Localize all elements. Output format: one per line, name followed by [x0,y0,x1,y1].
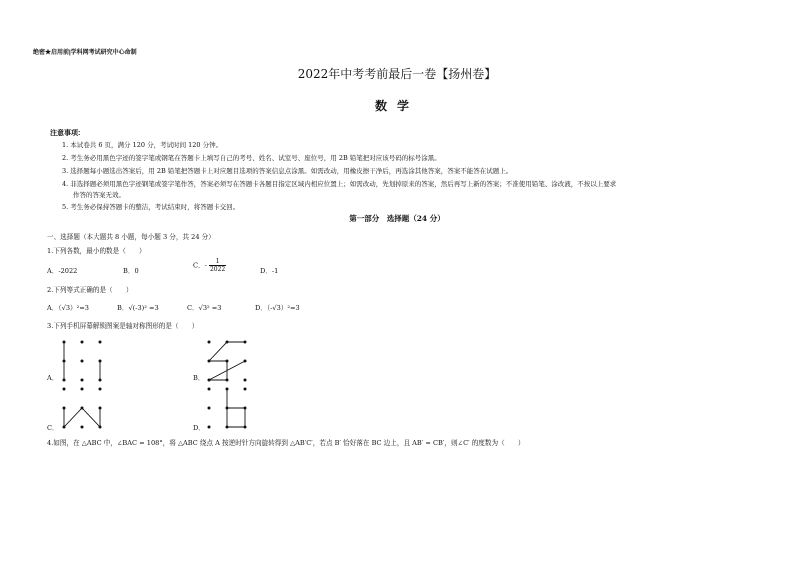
question-3-option-c: C． [47,424,59,432]
grid-dot [244,388,247,391]
grid-dot [63,360,66,363]
grid-dot [99,426,102,429]
grid-dot [226,388,229,391]
grid-dot [99,360,102,363]
unlock-pattern-d [203,385,255,433]
grid-dot [63,426,66,429]
grid-dot [208,407,211,410]
question-1-option-c [193,258,226,273]
confidential-label: 绝密★启用前|学科网考试研究中心命制 [33,50,137,56]
part-one-title: 第一部分 选择题（24 分） [349,214,445,223]
question-2-option-c: C．√3² =3 [187,304,222,312]
fraction [209,258,226,273]
grid-dot [81,379,84,382]
grid-dot [244,379,247,382]
exam-title: 2022年中考考前最后一卷【扬州卷】 [297,67,497,81]
grid-dot [63,407,66,410]
fraction-numerator: 1 [209,258,226,266]
grid-dot [226,407,229,410]
grid-dot [208,341,211,344]
grid-dot [81,407,84,410]
unlock-pattern-a [58,338,110,386]
grid-dot [208,379,211,382]
unlock-pattern-b [203,338,255,386]
grid-dot [226,341,229,344]
grid-dot [208,426,211,429]
grid-dot [244,341,247,344]
question-3-option-a: A． [47,374,59,382]
fraction-denominator: 2022 [209,266,226,273]
grid-dot [63,341,66,344]
grid-dot [244,407,247,410]
grid-dot [226,426,229,429]
notice-item: 4. 非选择题必须用黑色字迹钢笔或签字笔作答，答案必须写在答题卡各题目指定区域内相应位置上；如需改动，先划掉原来的答案，然后再写上新的答案；不准使用铅笔、涂改液，不按以上要求 [62,180,617,188]
unlock-pattern-c [58,385,110,433]
question-1-option-b: B．0 [123,267,139,275]
question-3-stem: 3.下列手机屏幕解锁图案是轴对称图形的是（ ） [47,322,199,330]
notice-item: 3. 选择题每小题选出答案后，用 2B 铅笔把答题卡上对应题目选项的答案信息点涂黑。如需改动，用橡皮擦干净后，再选涂其他答案，答案不能答在试题上。 [62,167,513,175]
grid-dot [208,360,211,363]
question-2-option-b: B．√(-3)² =3 [117,304,159,312]
section-intro: 一、选择题（本大题共 8 小题，每小题 3 分，共 24 分） [47,233,215,241]
notice-item: 2. 考生务必用黑色字迹的签字笔或钢笔在答题卡上填写自己的考号、姓名、试室号、座位号，用 2B 铅笔把对应该号码的标号涂黑。 [62,154,441,162]
question-4-stem: 4.如图，在 △ABC 中，∠BAC = 108°，将 △ABC 绕点 A 按逆时针方向旋转得到 △AB′C′，若点 B′ 恰好落在 BC 边上，且 AB′ = CB′，则∠C′ 的度数为（ ） [47,439,525,447]
question-1-option-d: D．-1 [260,267,279,275]
grid-dot [99,388,102,391]
option-c-prefix: C．- [193,261,207,270]
grid-dot [226,379,229,382]
grid-dot [226,360,229,363]
notice-item-continued: 作答的答案无效。 [73,191,125,199]
grid-dot [63,388,66,391]
question-2-stem: 2.下列等式正确的是（ ） [47,286,133,294]
question-1-stem: 1.下列各数，最小的数是（ ） [47,247,146,255]
subject-title: 数学 [374,99,419,113]
question-2-option-d: D．（-√3）²=3 [255,304,300,312]
grid-dot [244,360,247,363]
grid-dot [81,388,84,391]
pattern-line [64,408,100,427]
question-3-option-d: D． [193,424,205,432]
grid-dot [81,426,84,429]
grid-dot [81,360,84,363]
grid-dot [99,407,102,410]
question-3-option-b: B． [193,374,205,382]
grid-dot [99,341,102,344]
grid-dot [244,426,247,429]
grid-dot [208,388,211,391]
pattern-line [227,389,245,427]
question-2-option-a: A．（√3）²=3 [47,304,90,312]
grid-dot [81,341,84,344]
notice-heading: 注意事项: [50,130,81,137]
notice-item: 1. 本试卷共 6 页，满分 120 分，考试时间 120 分钟。 [62,141,223,149]
notice-item: 5. 考生务必保持答题卡的整洁，考试结束时，将答题卡交回。 [62,203,240,211]
grid-dot [99,379,102,382]
question-1-option-a: A．-2022 [47,267,78,275]
grid-dot [63,379,66,382]
